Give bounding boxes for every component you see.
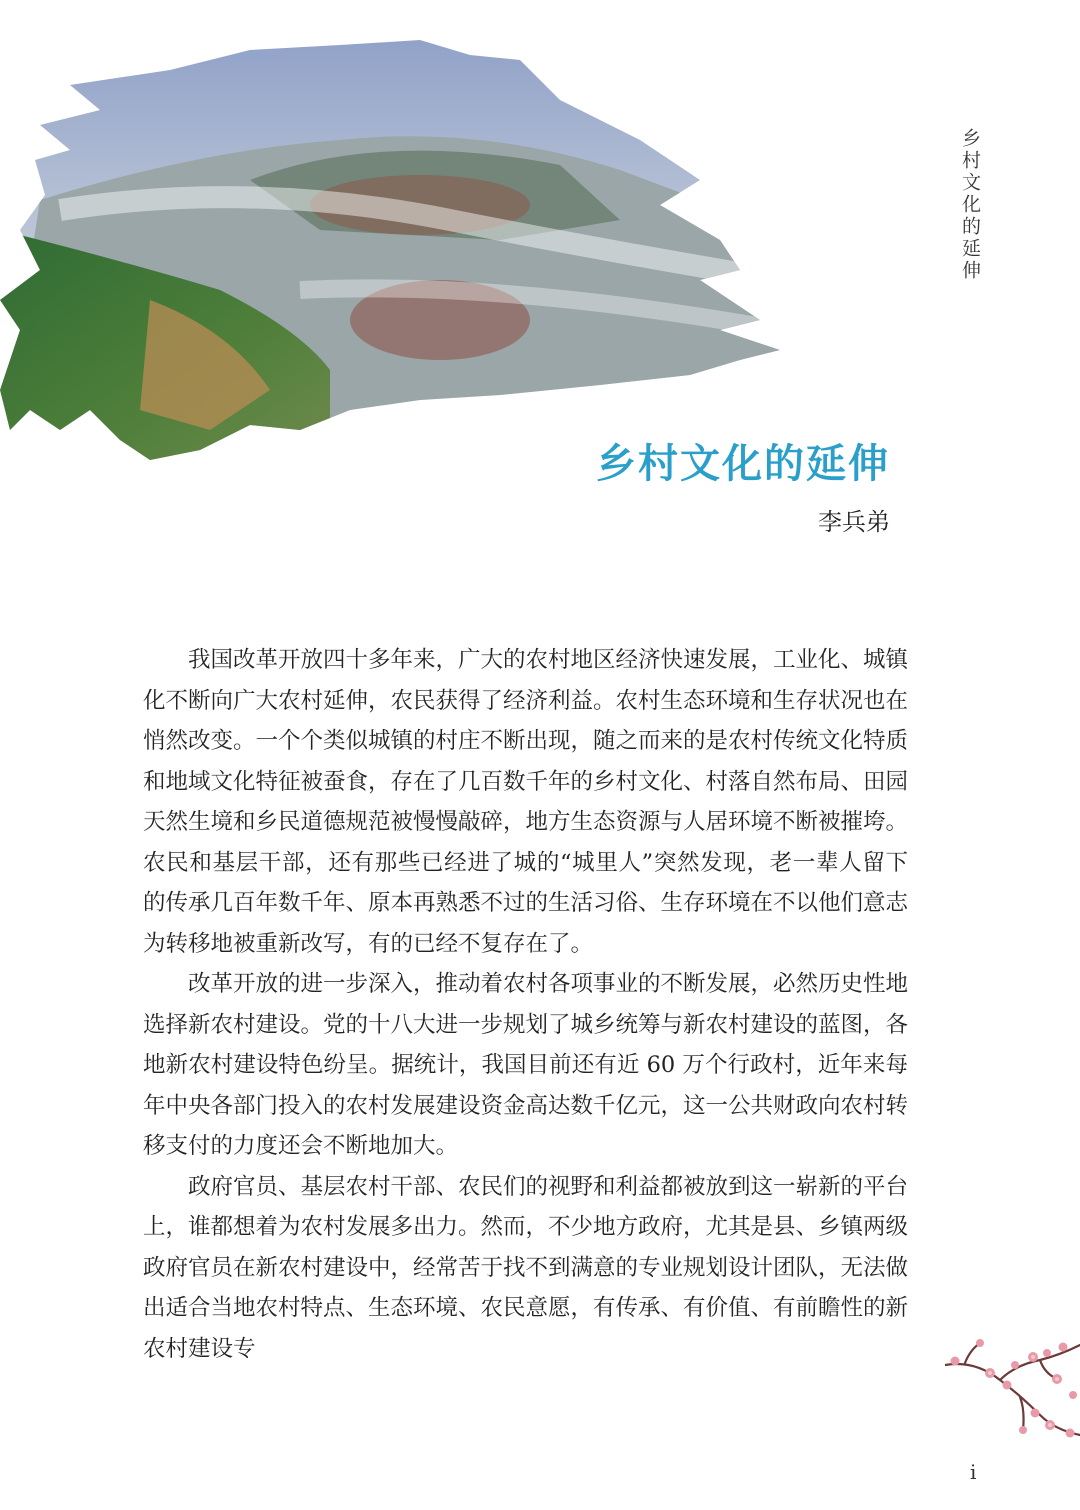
plum-blossom-decoration [945, 1335, 1080, 1450]
article-title: 乡村文化的延伸 [596, 441, 890, 487]
article-body [143, 640, 908, 1369]
page-number: i [970, 1460, 977, 1484]
hero-landscape-image [0, 30, 780, 460]
body-paragraph: 我国改革开放四十多年来，广大的农村地区经济快速发展，工业化、城镇化不断向广大农村延伸，农民获得了经济利益。农村生态环境和生存状况也在悄然改变。一个个类似城镇的村庄不断出现，随之而来的是农村传统文化特质和地域文化特征被蚕食，存在了几百数千年的乡村文化、村落自然布局、田园天然生境和乡民道德规范被慢慢敲碎，地方生态资源与人居环境不断被摧垮。农民和基层干部，还有那些已经进了城的“城里人”突然发现，老一辈人留下的传承几百年数千年、原本再熟悉不过的生活习俗、生存环境在不以他们意志为转移地被重新改写，有的已经不复存在了。 [143, 647, 909, 957]
body-paragraph: 政府官员、基层农村干部、农民们的视野和利益都被放到这一崭新的平台上，谁都想着为农村发展多出力。然而，不少地方政府，尤其是县、乡镇两级政府官员在新农村建设中，经常苦于找不到满意的专业规划设计团队，无法做出适合当地农村特点、生态环境、农民意愿，有传承、有价值、有前瞻性的新农村建设专 [143, 1173, 909, 1362]
body-paragraph: 改革开放的进一步深入，推动着农村各项事业的不断发展，必然历史性地选择新农村建设。党的十八大进一步规划了城乡统筹与新农村建设的蓝图，各地新农村建设特色纷呈。据统计，我国目前还有近 60 万个行政村，近年来每年中央各部门投入的农村发展建设资金高达数千亿元，这一公共财政向农村转移支付的力度还会不断地加大。 [143, 971, 909, 1159]
article-author: 李兵弟 [818, 508, 890, 536]
running-header-title: 乡村文化的延伸 [959, 128, 981, 282]
